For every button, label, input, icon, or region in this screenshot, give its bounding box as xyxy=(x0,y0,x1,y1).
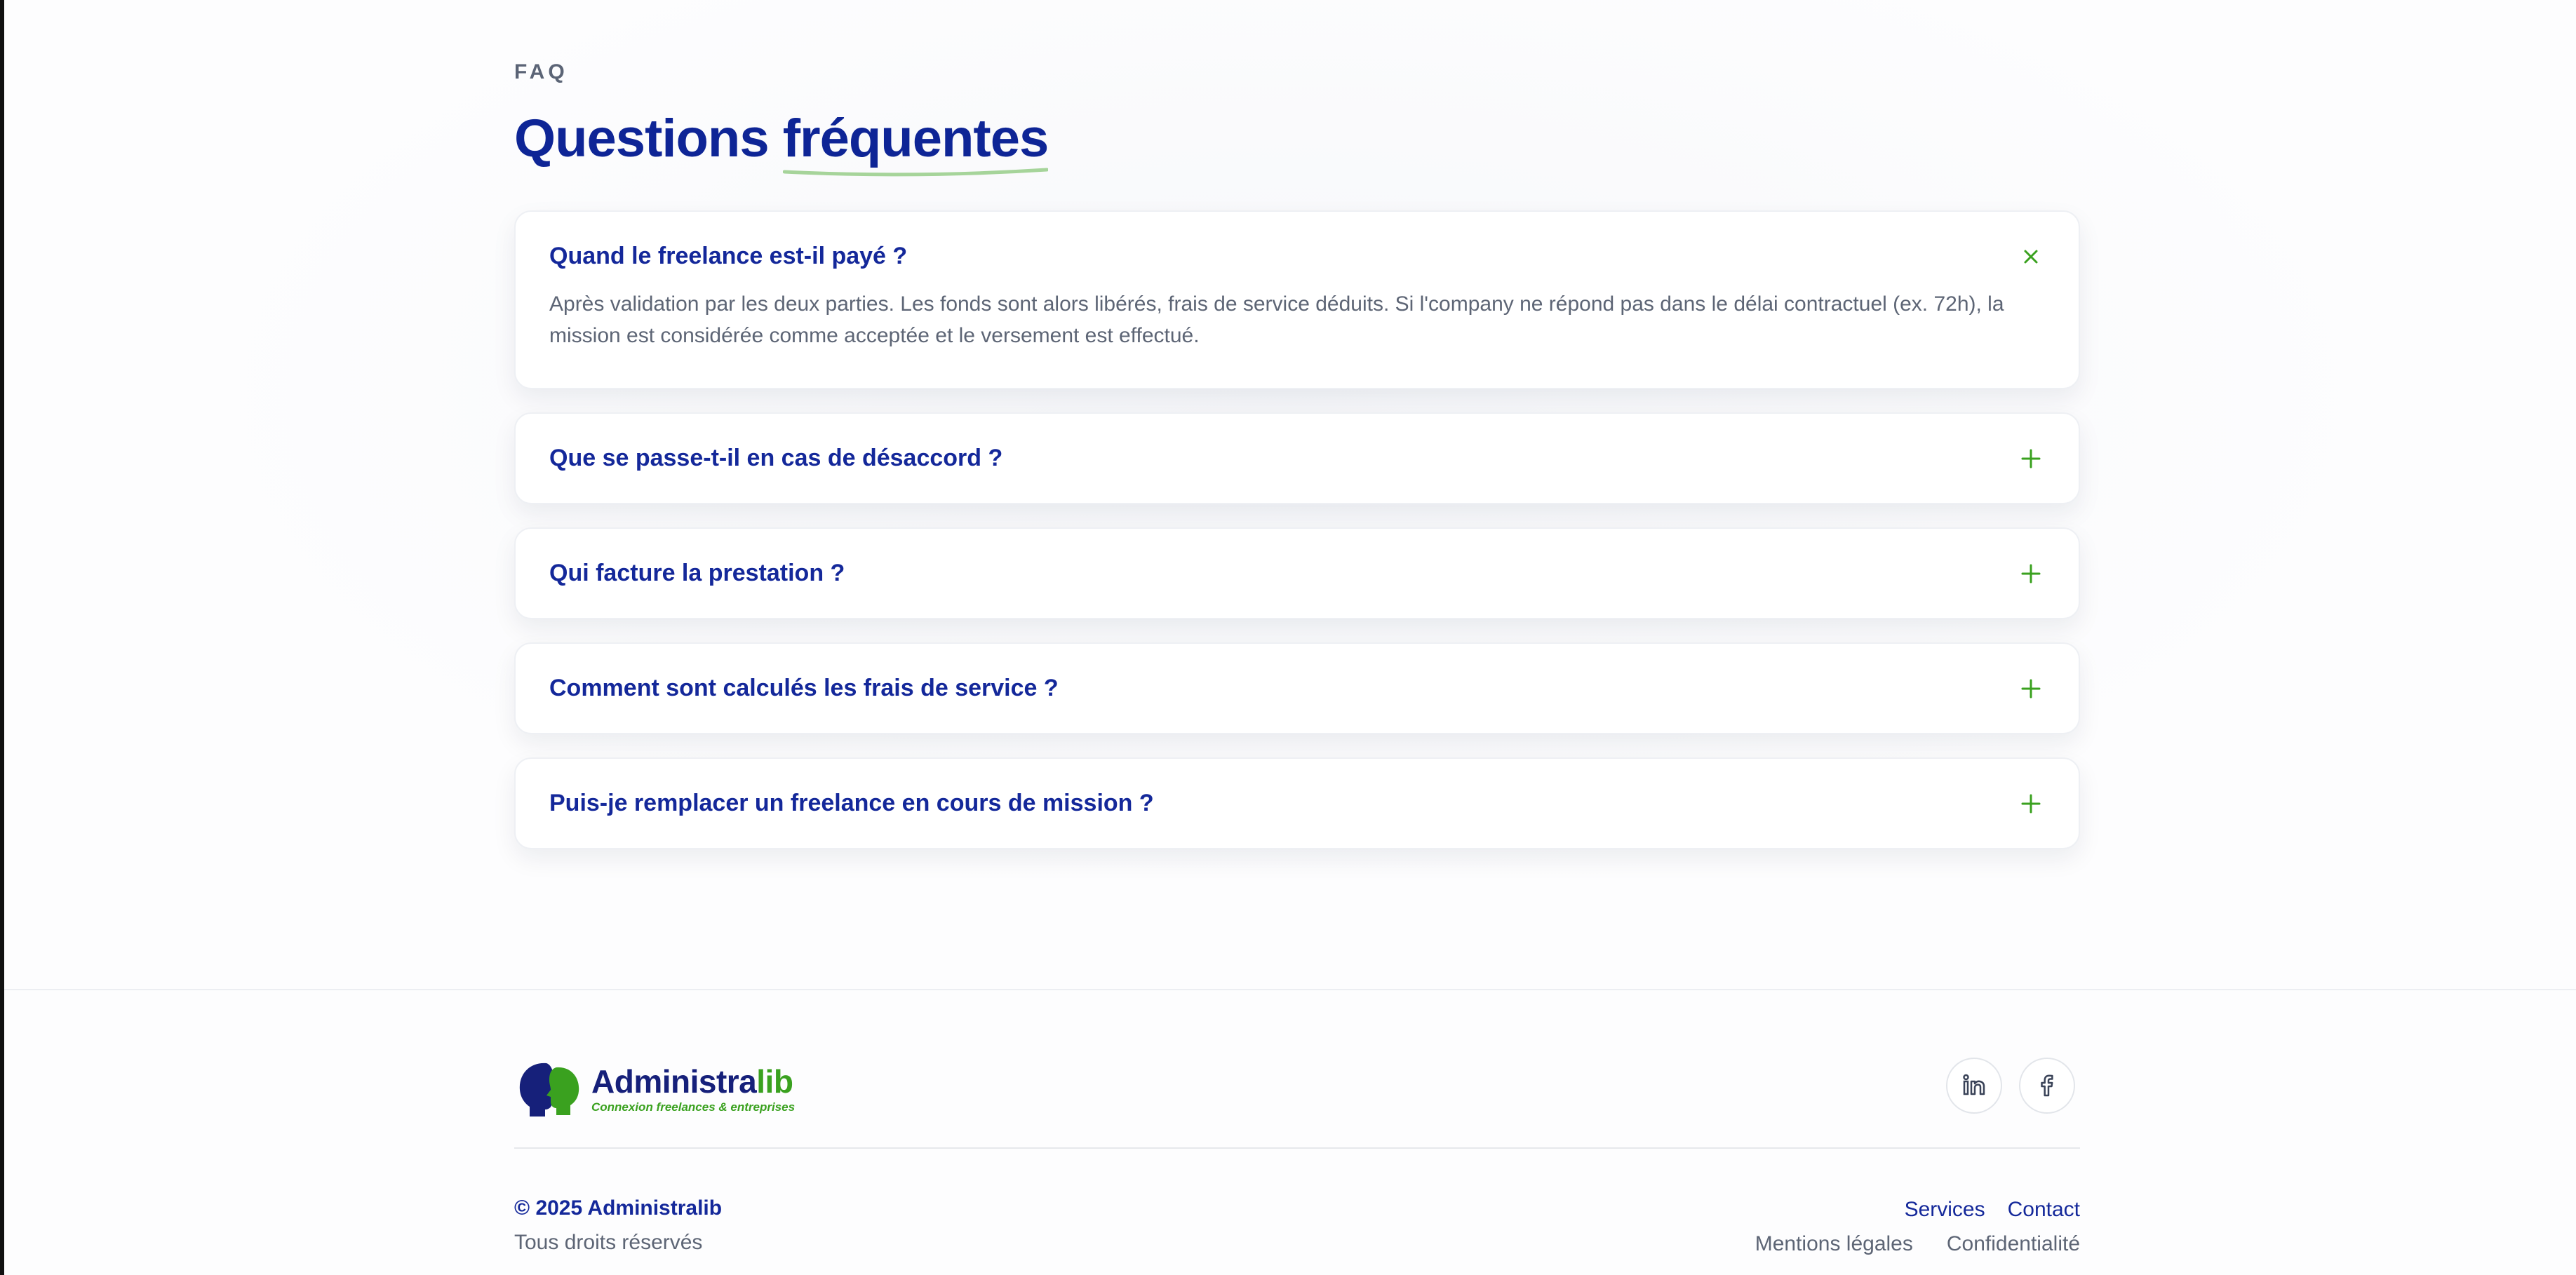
plus-icon[interactable] xyxy=(2017,675,2045,703)
logo-wordmark-main: Administra xyxy=(591,1063,757,1100)
page xyxy=(4,0,2576,1275)
linkedin-icon[interactable] xyxy=(1946,1058,2002,1114)
faq-question-toggle[interactable] xyxy=(549,644,2045,733)
footer-link-services[interactable]: Services xyxy=(1904,1198,1985,1221)
faq-question: Comment sont calculés les frais de service ? xyxy=(549,675,1059,701)
faq-item xyxy=(514,412,2080,504)
close-icon[interactable] xyxy=(2017,243,2045,271)
faq-item xyxy=(514,757,2080,849)
faq-eyebrow: FAQ xyxy=(514,60,568,83)
footer-divider xyxy=(514,1147,2080,1149)
faq-item xyxy=(514,642,2080,734)
faq-title xyxy=(514,105,2080,173)
faq-question-toggle[interactable] xyxy=(549,212,2045,301)
footer-nav-secondary xyxy=(1755,1232,2080,1256)
faq-title-highlight xyxy=(783,105,1049,173)
faq-question: Qui facture la prestation ? xyxy=(549,560,845,586)
faq-answer: Après validation par les deux parties. Les fonds sont alors libérés, frais de service déduits. Si l'company ne répond pas dans le délai contractuel (ex. 72h), la mission est considérée comme acceptée et le versement est effectué. xyxy=(549,292,2004,347)
logo-tagline: Connexion freelances & entreprises xyxy=(591,1100,796,1114)
plus-icon[interactable] xyxy=(2017,790,2045,818)
underline-swoosh xyxy=(783,166,1049,178)
plus-icon[interactable] xyxy=(2017,445,2045,473)
logo-wordmark-lib: lib xyxy=(756,1063,793,1100)
faq-question: Quand le freelance est-il payé ? xyxy=(549,243,908,269)
faq-title-part2: fréquentes xyxy=(782,109,1049,168)
footer-link-contact[interactable]: Contact xyxy=(2007,1198,2080,1221)
footer xyxy=(4,989,2576,1275)
faq-item xyxy=(514,527,2080,619)
social-links xyxy=(1946,1058,2075,1114)
faq-list xyxy=(514,210,2080,872)
faq-question: Puis-je remplacer un freelance en cours de mission ? xyxy=(549,790,1154,816)
plus-icon[interactable] xyxy=(2017,560,2045,588)
faq-question: Que se passe-t-il en cas de désaccord ? xyxy=(549,445,1003,471)
footer-link-legal[interactable]: Mentions légales xyxy=(1755,1232,1913,1255)
faq-item xyxy=(514,210,2080,389)
brand-logo[interactable] xyxy=(514,1058,795,1121)
facebook-icon[interactable] xyxy=(2019,1058,2075,1114)
faq-title-part1: Questions xyxy=(514,109,783,168)
logo-wordmark xyxy=(591,1064,795,1099)
faq-question-toggle[interactable] xyxy=(549,759,2045,848)
faq-section xyxy=(4,0,2576,989)
footer-nav-primary xyxy=(1905,1198,2080,1222)
footer-link-privacy[interactable]: Confidentialité xyxy=(1946,1232,2080,1255)
faq-question-toggle[interactable] xyxy=(549,414,2045,503)
faq-question-toggle[interactable] xyxy=(549,529,2045,618)
logo-text xyxy=(591,1064,795,1114)
logo-heads-icon xyxy=(514,1058,584,1121)
copyright: © 2025 Administralib xyxy=(514,1196,723,1220)
rights-text: Tous droits réservés xyxy=(514,1231,703,1254)
